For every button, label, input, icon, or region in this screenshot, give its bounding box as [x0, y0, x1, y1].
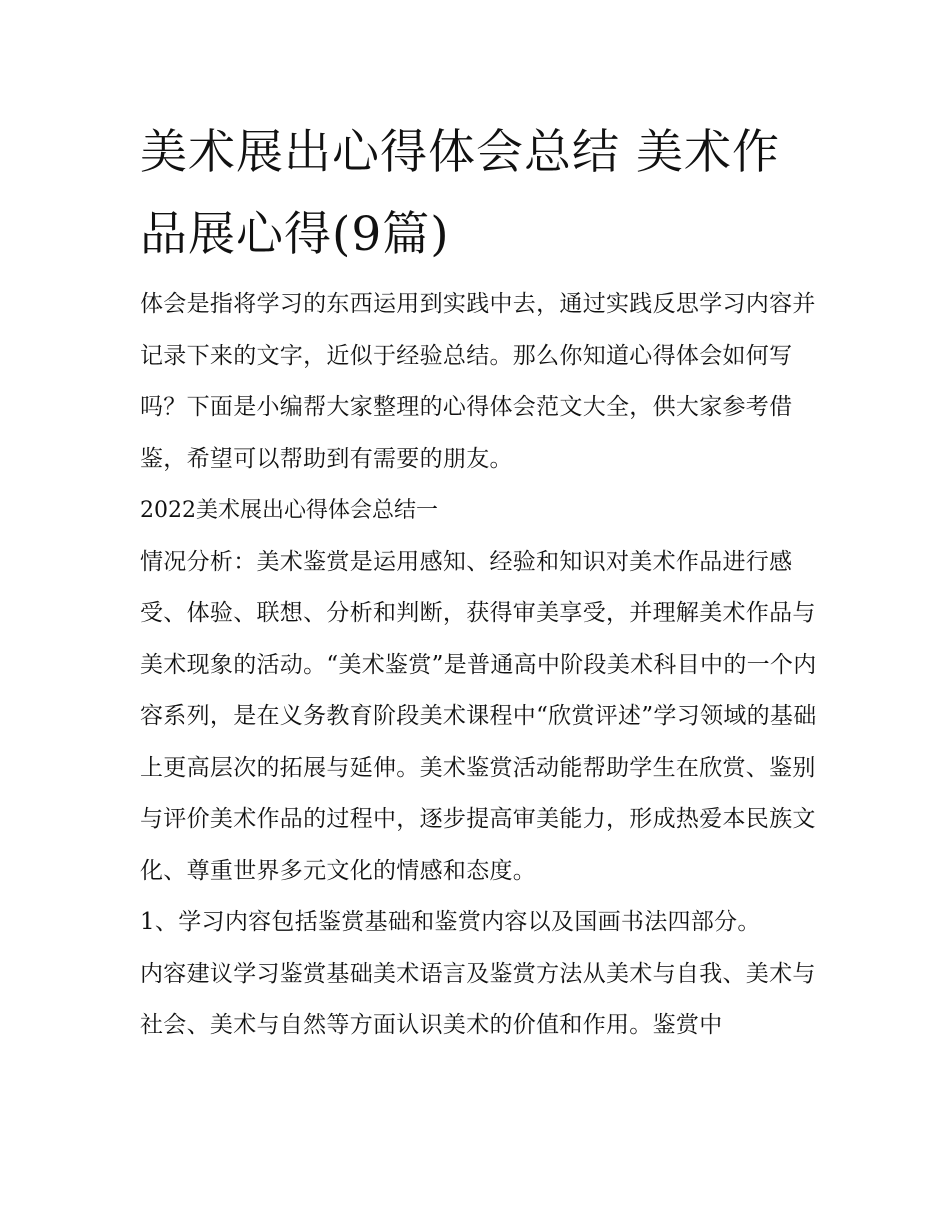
content-suggestion-paragraph: 内容建议学习鉴赏基础美术语言及鉴赏方法从美术与自我、美术与社会、美术与自然等方面认识美术的价值和作用。鉴赏中 — [140, 960, 816, 1038]
document-page — [140, 112, 820, 1052]
document-title: 美术展出心得体会总结 美术作品展心得(9篇) — [140, 125, 780, 262]
section-heading: 2022美术展出心得体会总结一 — [140, 498, 438, 523]
point-1-paragraph: 1、学习内容包括鉴赏基础和鉴赏内容以及国画书法四部分。 — [140, 909, 761, 935]
analysis-paragraph: 情况分析：美术鉴赏是运用感知、经验和知识对美术作品进行感受、体验、联想、分析和判断，获得审美享受，并理解美术作品与美术现象的活动。“美术鉴赏”是普通高中阶段美术科目中的一个内容系列，是在义务教育阶段美术课程中“欣赏评述”学习领域的基础上更高层次的拓展与延伸。美术鉴赏活动能帮助学生在欣赏、鉴别与评价美术作品的过程中，逐步提高审美能力，形成热爱本民族文化、尊重世界多元文化的情感和态度。 — [140, 548, 817, 884]
intro-paragraph: 体会是指将学习的东西运用到实践中去，通过实践反思学习内容并记录下来的文字，近似于经验总结。那么你知道心得体会如何写吗？下面是小编帮大家整理的心得体会范文大全，供大家参考借鉴，希望可以帮助到有需要的朋友。 — [140, 291, 816, 472]
